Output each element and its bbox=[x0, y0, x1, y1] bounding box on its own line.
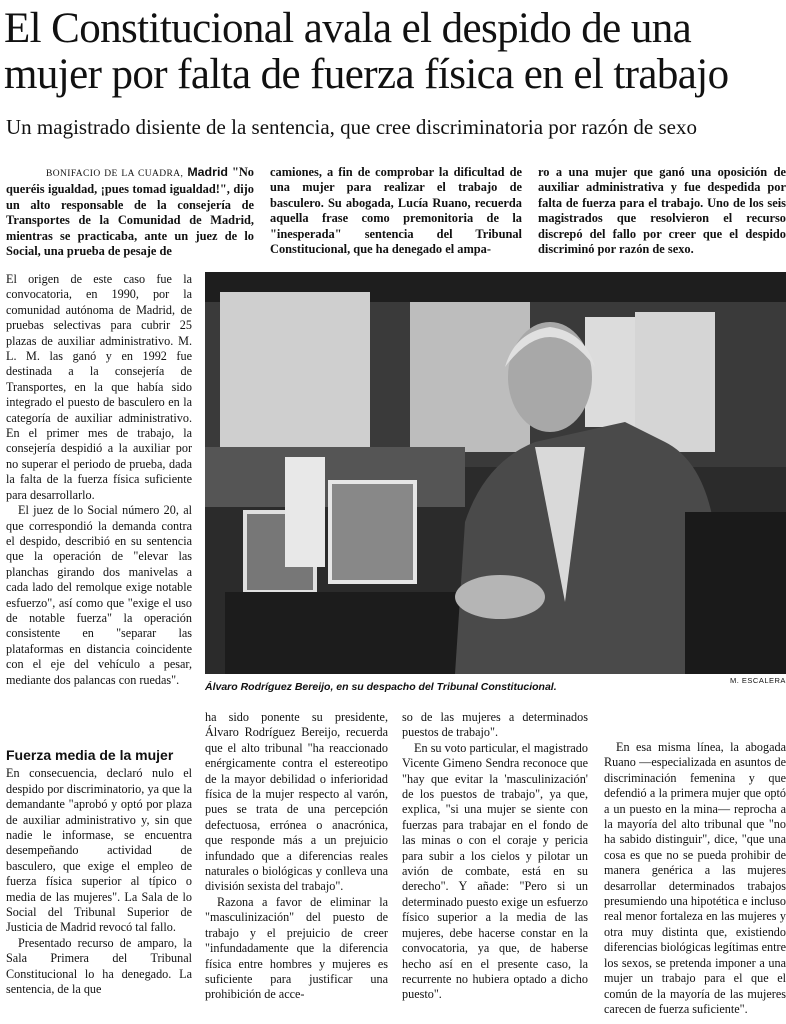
bottom-column-3 bbox=[604, 740, 786, 1024]
intro-column-2 bbox=[270, 165, 522, 273]
photo-credit: M. ESCALERA bbox=[730, 676, 786, 685]
paragraph-dissent: En su voto particular, el magistrado Vicente Gimeno Sendra reconoce que "hay que evitar la 'masculinización' de los puestos de trabajo", ya que, explica, "si una mujer se siente con fuerzas para trabajar en el fondo de las minas o con el coraje y pericia para subir a los cielos y pilotar un avión de combate, está en su derecho". Y añade: "Pero si un determinado puesto exige un esfuerzo físico superior a la media de las mujeres, debe hacerse constar en la convocatoria, ya que, de haberse hecho así en el presente caso, la recurrente no hubiera optado a dicho puesto". bbox=[402, 740, 588, 1002]
headline-line-2: mujer por falta de fuerza física en el trabajo bbox=[4, 51, 729, 98]
deck-subtitle: Un magistrado disiente de la sentencia, que cree discriminatoria por razón de sexo bbox=[6, 115, 697, 139]
paragraph-ponente: ha sido ponente su presidente, Álvaro Rodríguez Bereijo, recuerda que el alto tribunal "ha reaccionado enérgicamente contra el estereotipo de la mayor debilidad o inferioridad física de la mujer respecto al varón, pues se trata de una percepción defectuosa, errónea o anacrónica, que responde más a un prejuicio infundado que a diferencias reales naturales o biológicas y conlleva una división sexista del trabajo". bbox=[205, 710, 388, 894]
bottom-column-2 bbox=[402, 710, 588, 1024]
intro-text-2: camiones, a fin de comprobar la dificultad de una mujer para realizar el trabajo de basculero. Su abogada, Lucía Ruano, recuerda aquella frase como premonitoria de la "inesperada" sentencia del Tribunal Constitucional, que ha denegado el ampa- bbox=[270, 165, 522, 257]
headline-line-1: El Constitucional avala el despido de una bbox=[4, 5, 692, 52]
paragraph-consequence: En consecuencia, declaró nulo el despido por discriminatorio, ya que la demandante "aprobó y optó por plaza de auxiliar administrativo y, sin que nadie le informase, se encuentra desempeñando actividad de basculero, que exige el empleo de fuerza física superior al típico o media de las mujeres". La Sala de lo Social del Tribunal Superior de Justicia de Madrid revocó tal fallo. bbox=[6, 766, 192, 935]
byline-place: Madrid bbox=[187, 165, 228, 179]
photo-illustration bbox=[205, 272, 786, 674]
paragraph-origin: El origen de este caso fue la convocatoria, en 1990, por la comunidad autónoma de Madrid, de pruebas selectivas para cubrir 25 plazas de auxiliar administrativo. M. L. M. las ganó y en 1992 fue destinada a la consejería de Transportes, en la que había sido integrado el puesto de basculero en la categoría de auxiliar administrativo. En el primer mes de trabajo, la consejería despidió a la auxiliar por no superar el periodo de prueba, dada la falta de la fuerza física suficiente para desarrollarlo. bbox=[6, 272, 192, 502]
paragraph-lawyer: En esa misma línea, la abogada Ruano —especializada en asuntos de discriminación femenina y que defendió a la primera mujer que optó a un puesto en la mina— reprocha a la mayoría del alto tribunal que "no ha sabido distinguir", dice, "que una cosa es que no se pueda prohibir de manera genérica a las mujeres desarrollar determinados trabajos presumiendo una hipotética e incluso real menor fortaleza en las mujeres y otra muy distinta que, existiendo diferencias biológicas legítimas entre los sexos, se pretenda imponer a una mujer un trabajo para el que el común de la mayoría de las mujeres carecen de fuerza suficiente". bbox=[604, 740, 786, 1016]
photo-magistrate-office bbox=[205, 272, 786, 674]
intro-column-3 bbox=[538, 165, 786, 273]
paragraph-judge: El juez de lo Social número 20, al que correspondió la demanda contra el despido, describió en su sentencia que la operación de "elevar las planchas girando dos manivelas a cada lado del remolque exige notable esfuerzo", así como que "exige el uso de notable fuerza" la operación consistente en "separar las plataformas en distancia coincidente con el eje del vehículo a pesar, mediante dos palancas con ruedas". bbox=[6, 503, 192, 687]
left-column-lower bbox=[6, 748, 192, 1024]
photo-caption: Álvaro Rodríguez Bereijo, en su despacho del Tribunal Constitucional. bbox=[205, 681, 557, 693]
headline bbox=[4, 6, 786, 98]
intro-column-1 bbox=[6, 165, 254, 273]
bottom-column-1 bbox=[205, 710, 388, 1024]
intro-text-1: "No queréis igualdad, ¡pues tomad igualdad!", dijo un alto responsable de la consejería de Transportes de la Comunidad de Madrid, mientras se practicaba, ante un juez de lo Social, una prueba de pesaje de bbox=[6, 165, 254, 259]
subheading: Fuerza media de la mujer bbox=[6, 748, 174, 763]
paragraph-razona: Razona a favor de eliminar la "masculinización" del puesto de trabajo y el prejuicio de creer "infundadamente que la diferencia física entre hombres y mujeres es suficiente para justificar una prohibición de acce- bbox=[205, 894, 388, 1002]
paragraph-appeal: Presentado recurso de amparo, la Sala Primera del Tribunal Constitucional lo ha denegado. La sentencia, de la que bbox=[6, 935, 192, 997]
intro-text-3: ro a una mujer que ganó una oposición de auxiliar administrativa y fue despedida por falta de fuerza para el trabajo. Uno de los seis magistrados que resolvieron el recurso discrepó del fallo por creer que el despido discriminó por razón de sexo. bbox=[538, 165, 786, 257]
left-column bbox=[6, 272, 192, 742]
byline-author: BONIFACIO DE LA CUADRA, bbox=[46, 169, 184, 179]
paragraph-access: so de las mujeres a determinados puestos de trabajo". bbox=[402, 710, 588, 740]
